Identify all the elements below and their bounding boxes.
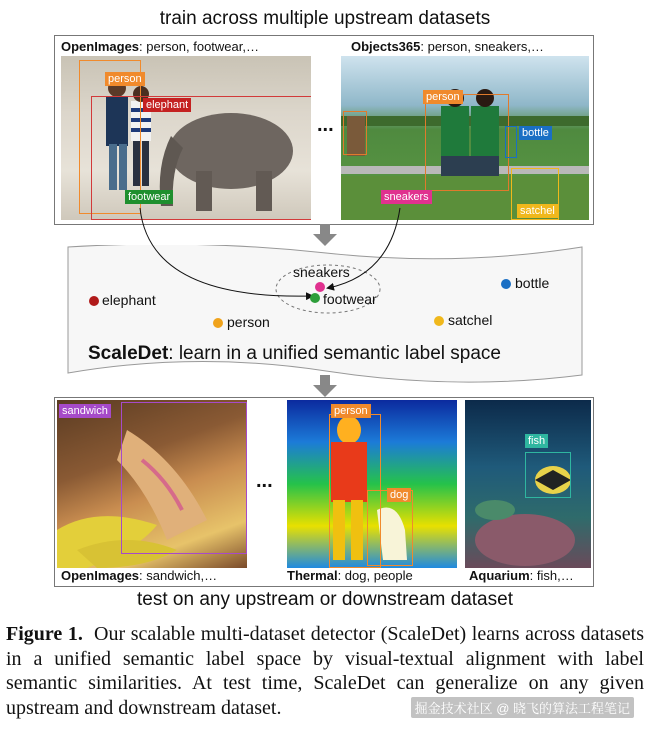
sandwich-bbox bbox=[121, 402, 247, 554]
down-arrow-icon-2 bbox=[313, 375, 337, 397]
person-dot bbox=[213, 318, 223, 328]
upstream-panel bbox=[54, 35, 594, 225]
down-arrow-icon bbox=[313, 224, 337, 246]
objects365-photo bbox=[341, 56, 589, 220]
openimages-test-caption: OpenImages: sandwich,… bbox=[61, 568, 218, 583]
thermal-caption: Thermal: dog, people bbox=[287, 568, 413, 583]
satchel-label: satchel bbox=[448, 312, 493, 328]
scaledet-title: ScaleDet: learn in a unified semantic label space bbox=[88, 343, 501, 364]
bottom-title: test on any upstream or downstream dataset bbox=[137, 589, 513, 610]
person-tag-right: person bbox=[423, 90, 463, 104]
bottle-label: bottle bbox=[515, 275, 550, 291]
openimages-caption: OpenImages: person, footwear,… bbox=[61, 39, 259, 54]
elephant-bbox bbox=[91, 96, 311, 220]
elephant-photo bbox=[61, 56, 311, 220]
top-title: train across multiple upstream datasets bbox=[159, 8, 491, 29]
figure-caption: Figure 1. Our scalable multi-dataset detector (ScaleDet) learns across datasets in a unified semantic label space by visual-textual alignment with label semantic similarities. At test time, ScaleDet can generalize on any given upstream and downstream dataset. bbox=[6, 623, 644, 719]
aquarium-photo bbox=[465, 400, 591, 568]
watermark: 掘金技术社区 @ 晓飞的算法工程笔记 bbox=[411, 697, 634, 718]
downstream-ellipsis: ... bbox=[256, 470, 273, 492]
upstream-ellipsis: ... bbox=[317, 114, 334, 136]
thermal-person-tag: person bbox=[331, 404, 371, 418]
bottle-tag: bottle bbox=[519, 126, 552, 140]
bottle-bbox bbox=[505, 126, 517, 158]
person-bbox-small bbox=[343, 111, 367, 155]
footwear-dot bbox=[310, 293, 320, 303]
fish-tag: fish bbox=[525, 434, 548, 448]
footwear-label: footwear bbox=[323, 291, 377, 307]
dog-tag: dog bbox=[387, 488, 411, 502]
aquarium-caption: Aquarium: fish,… bbox=[469, 568, 574, 583]
elephant-tag: elephant bbox=[143, 98, 191, 112]
person-tag: person bbox=[105, 72, 145, 86]
thermal-photo bbox=[287, 400, 457, 568]
elephant-dot bbox=[89, 296, 99, 306]
objects365-caption: Objects365: person, sneakers,… bbox=[351, 39, 544, 54]
fish-bbox bbox=[525, 452, 571, 498]
elephant-label: elephant bbox=[102, 292, 156, 308]
person-bbox-right bbox=[425, 94, 509, 191]
satchel-tag: satchel bbox=[517, 204, 558, 218]
sandwich-tag: sandwich bbox=[59, 404, 111, 418]
bottle-dot bbox=[501, 279, 511, 289]
footwear-tag: footwear bbox=[125, 190, 173, 204]
sandwich-photo bbox=[57, 400, 247, 568]
downstream-panel bbox=[54, 397, 594, 587]
satchel-dot bbox=[434, 316, 444, 326]
person-label: person bbox=[227, 314, 270, 330]
sneakers-label: sneakers bbox=[293, 264, 350, 280]
sneakers-tag: sneakers bbox=[381, 190, 432, 204]
